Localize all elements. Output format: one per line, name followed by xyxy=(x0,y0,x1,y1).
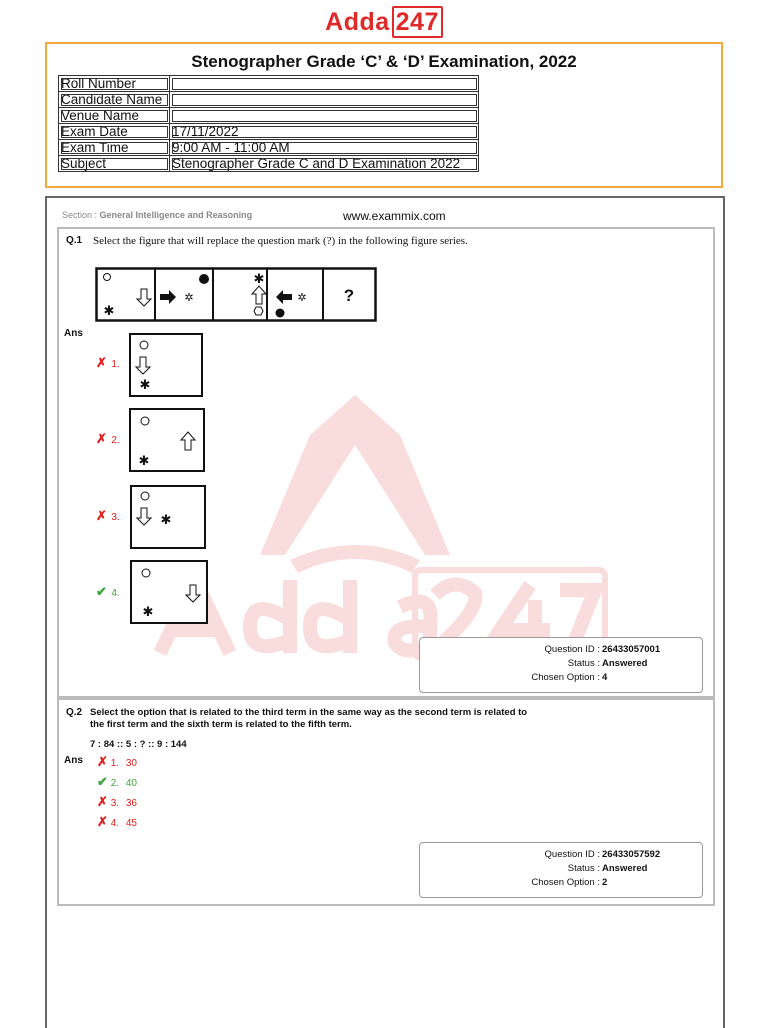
info-row xyxy=(59,156,479,172)
figure-series xyxy=(95,267,378,323)
info-label: Exam Date xyxy=(59,124,170,140)
cross-icon: ✗ xyxy=(96,508,107,523)
number-series: 7 : 84 :: 5 : ? :: 9 : 144 xyxy=(90,739,187,750)
question-1-meta xyxy=(419,637,703,693)
option-number: 1. xyxy=(110,758,120,769)
svg-text:✱: ✱ xyxy=(253,271,265,286)
info-row xyxy=(59,76,479,92)
option-number: 4. xyxy=(111,588,120,599)
svg-text:✲: ✲ xyxy=(184,292,194,304)
question-text: Select the figure that will replace the question mark (?) in the following figure series. xyxy=(93,235,468,247)
question-id-label: Question ID : xyxy=(544,644,600,655)
option-number: 2. xyxy=(111,435,120,446)
info-value xyxy=(170,76,479,92)
option-number: 2. xyxy=(110,778,120,789)
exam-title: Stenographer Grade ‘C’ & ‘D’ Examination, 2022 xyxy=(191,52,577,71)
svg-text:✱: ✱ xyxy=(138,453,150,468)
check-icon: ✔ xyxy=(96,584,107,599)
chosen-option-label: Chosen Option : xyxy=(531,877,600,888)
option-number: 1. xyxy=(111,359,120,370)
cross-icon: ✗ xyxy=(96,355,107,370)
cross-icon: ✗ xyxy=(96,431,107,446)
option-3-figure xyxy=(130,485,206,549)
svg-text:✱: ✱ xyxy=(142,604,154,619)
status-value: Answered xyxy=(602,863,648,874)
option-value: 40 xyxy=(125,778,137,789)
info-label: Exam Time xyxy=(59,140,170,156)
cross-icon: ✗ xyxy=(97,814,108,829)
option-1-row xyxy=(96,354,120,372)
option-2-row xyxy=(97,774,137,790)
question-number: Q.1 xyxy=(66,235,83,246)
option-4-row xyxy=(97,814,137,830)
chosen-option-value: 2 xyxy=(602,877,608,888)
question-2-meta xyxy=(419,842,703,898)
svg-text:✲: ✲ xyxy=(297,292,307,304)
option-1-figure xyxy=(129,333,203,397)
svg-text:✱: ✱ xyxy=(103,303,115,318)
option-number: 3. xyxy=(111,512,120,523)
option-1-row xyxy=(97,754,137,770)
svg-text:✱: ✱ xyxy=(139,377,151,392)
info-value xyxy=(170,108,479,124)
question-id-label: Question ID : xyxy=(544,849,600,860)
option-3-row xyxy=(96,507,120,525)
option-number: 3. xyxy=(110,798,120,809)
info-label: Candidate Name xyxy=(59,92,170,108)
option-2-row xyxy=(96,430,120,448)
info-row xyxy=(59,108,479,124)
check-icon: ✔ xyxy=(97,774,108,789)
cross-icon: ✗ xyxy=(97,754,108,769)
option-4-figure xyxy=(130,560,208,624)
adda247-watermark xyxy=(150,395,620,665)
option-value: 36 xyxy=(125,798,137,809)
status-value: Answered xyxy=(602,658,648,669)
option-2-figure xyxy=(129,408,205,472)
info-label: Venue Name xyxy=(59,108,170,124)
question-text: Select the option that is related to the third term in the same way as the second term is related to the first term and the sixth term is related to the fifth term. xyxy=(90,707,528,730)
cross-icon: ✗ xyxy=(97,794,108,809)
option-3-row xyxy=(97,794,137,810)
adda247-logo: Adda 247 xyxy=(0,8,768,37)
question-id: 26433057001 xyxy=(602,644,661,655)
question-number: Q.2 xyxy=(66,707,83,718)
status-label: Status : xyxy=(567,658,600,669)
svg-text:✱: ✱ xyxy=(160,512,172,527)
info-value: 17/11/2022 xyxy=(170,124,479,140)
info-value: 9:00 AM - 11:00 AM xyxy=(170,140,479,156)
option-4-row xyxy=(96,583,120,601)
info-row xyxy=(59,92,479,108)
info-label: Subject xyxy=(59,156,170,172)
question-mark: ? xyxy=(343,286,355,305)
chosen-option-label: Chosen Option : xyxy=(531,672,600,683)
status-label: Status : xyxy=(567,863,600,874)
info-row xyxy=(59,140,479,156)
option-value: 30 xyxy=(125,758,137,769)
ans-label: Ans xyxy=(64,755,83,766)
chosen-option-value: 4 xyxy=(602,672,608,683)
site-url: www.exammix.com xyxy=(343,209,446,223)
candidate-info-table xyxy=(58,75,479,172)
info-label: Roll Number xyxy=(59,76,170,92)
option-number: 4. xyxy=(110,818,120,829)
ans-label: Ans xyxy=(64,328,83,339)
info-row xyxy=(59,124,479,140)
info-value: Stenographer Grade C and D Examination 2022 xyxy=(170,156,479,172)
question-id: 26433057592 xyxy=(602,849,661,860)
option-value: 45 xyxy=(125,818,137,829)
info-value xyxy=(170,92,479,108)
section-label: Section : General Intelligence and Reasoning xyxy=(62,210,253,220)
